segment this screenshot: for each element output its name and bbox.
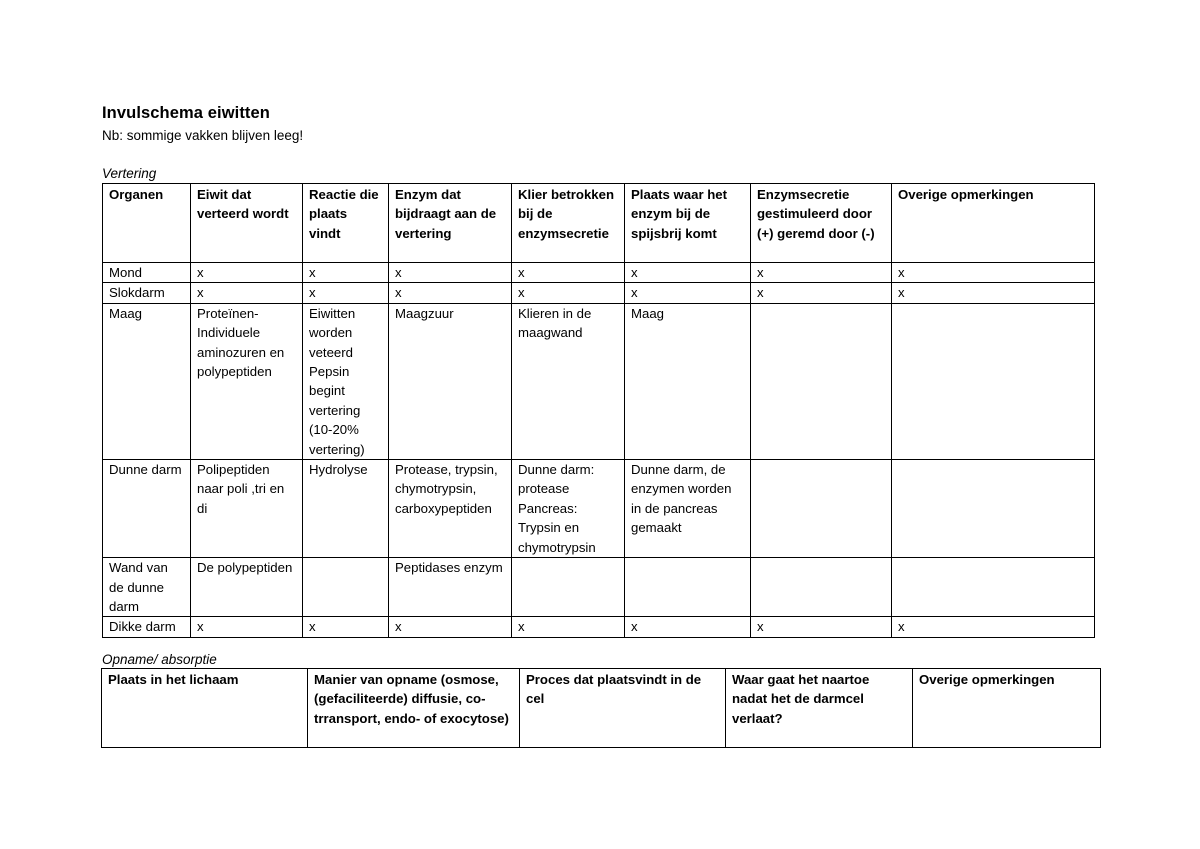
table-cell: x	[751, 617, 892, 637]
table-cell: x	[512, 283, 625, 303]
opname-table	[101, 668, 1101, 748]
table-cell: x	[389, 617, 512, 637]
table-cell: Mond	[103, 263, 191, 283]
table-cell: x	[625, 617, 751, 637]
column-header: Manier van opname (osmose, (gefaciliteerde) diffusie, co-trransport, endo- of exocytose)	[308, 669, 520, 748]
table-cell: x	[512, 617, 625, 637]
table-cell: Dikke darm	[103, 617, 191, 637]
table-cell: Eiwitten worden veteerd Pepsin begint vertering (10-20% vertering)	[303, 303, 389, 459]
table-cell: x	[191, 617, 303, 637]
table-row	[103, 263, 1095, 283]
table-cell: x	[303, 263, 389, 283]
table-header-row	[102, 669, 1101, 748]
table-cell: x	[303, 283, 389, 303]
column-header: Plaats waar het enzym bij de spijsbrij komt	[625, 184, 751, 263]
column-header: Klier betrokken bij de enzymsecretie	[512, 184, 625, 263]
table-cell: x	[191, 283, 303, 303]
table-cell: Klieren in de maagwand	[512, 303, 625, 459]
table-cell: Dunne darm: protease Pancreas: Trypsin en chymotrypsin	[512, 460, 625, 558]
table-cell: Protease, trypsin, chymotrypsin, carboxypeptiden	[389, 460, 512, 558]
table-cell: x	[625, 263, 751, 283]
column-header: Plaats in het lichaam	[102, 669, 308, 748]
column-header: Waar gaat het naartoe nadat het de darmcel verlaat?	[726, 669, 913, 748]
table-row	[103, 558, 1095, 617]
table-cell	[303, 558, 389, 617]
column-header: Enzymsecretie gestimuleerd door (+) geremd door (-)	[751, 184, 892, 263]
table-cell: x	[892, 263, 1095, 283]
table-cell: Maag	[103, 303, 191, 459]
table-cell: Wand van de dunne darm	[103, 558, 191, 617]
column-header: Enzym dat bijdraagt aan de vertering	[389, 184, 512, 263]
table-cell: x	[512, 263, 625, 283]
table-cell: x	[751, 283, 892, 303]
table-cell: Maagzuur	[389, 303, 512, 459]
table-cell: Slokdarm	[103, 283, 191, 303]
table-row	[103, 303, 1095, 459]
table-cell: x	[892, 283, 1095, 303]
table-cell	[751, 303, 892, 459]
table-cell	[892, 460, 1095, 558]
table-cell: x	[892, 617, 1095, 637]
column-header: Proces dat plaatsvindt in de cel	[520, 669, 726, 748]
section-label-vertering: Vertering	[102, 166, 157, 181]
table-cell: x	[751, 263, 892, 283]
column-header: Overige opmerkingen	[892, 184, 1095, 263]
table-cell	[512, 558, 625, 617]
table-cell	[751, 558, 892, 617]
table-cell: Proteïnen- Individuele aminozuren en polypeptiden	[191, 303, 303, 459]
table-cell	[625, 558, 751, 617]
table-cell: x	[389, 283, 512, 303]
table-cell: x	[625, 283, 751, 303]
column-header: Organen	[103, 184, 191, 263]
table-row	[103, 460, 1095, 558]
section-label-opname: Opname/ absorptie	[102, 652, 217, 667]
table-cell: Maag	[625, 303, 751, 459]
table-cell: Peptidases enzym	[389, 558, 512, 617]
column-header: Eiwit dat verteerd wordt	[191, 184, 303, 263]
table-cell: x	[191, 263, 303, 283]
table-row	[103, 283, 1095, 303]
table-header-row	[103, 184, 1095, 263]
column-header: Overige opmerkingen	[913, 669, 1101, 748]
table-cell: x	[389, 263, 512, 283]
table-cell: Dunne darm, de enzymen worden in de pancreas gemaakt	[625, 460, 751, 558]
table-cell	[751, 460, 892, 558]
table-cell: De polypeptiden	[191, 558, 303, 617]
table-cell: Dunne darm	[103, 460, 191, 558]
table-cell: x	[303, 617, 389, 637]
column-header: Reactie die plaats vindt	[303, 184, 389, 263]
table-cell	[892, 558, 1095, 617]
table-cell	[892, 303, 1095, 459]
table-row	[103, 617, 1095, 637]
table-cell: Hydrolyse	[303, 460, 389, 558]
page-subtitle: Nb: sommige vakken blijven leeg!	[102, 128, 304, 143]
vertering-table	[102, 183, 1095, 638]
page-title: Invulschema eiwitten	[102, 104, 270, 122]
table-cell: Polipeptiden naar poli ,tri en di	[191, 460, 303, 558]
